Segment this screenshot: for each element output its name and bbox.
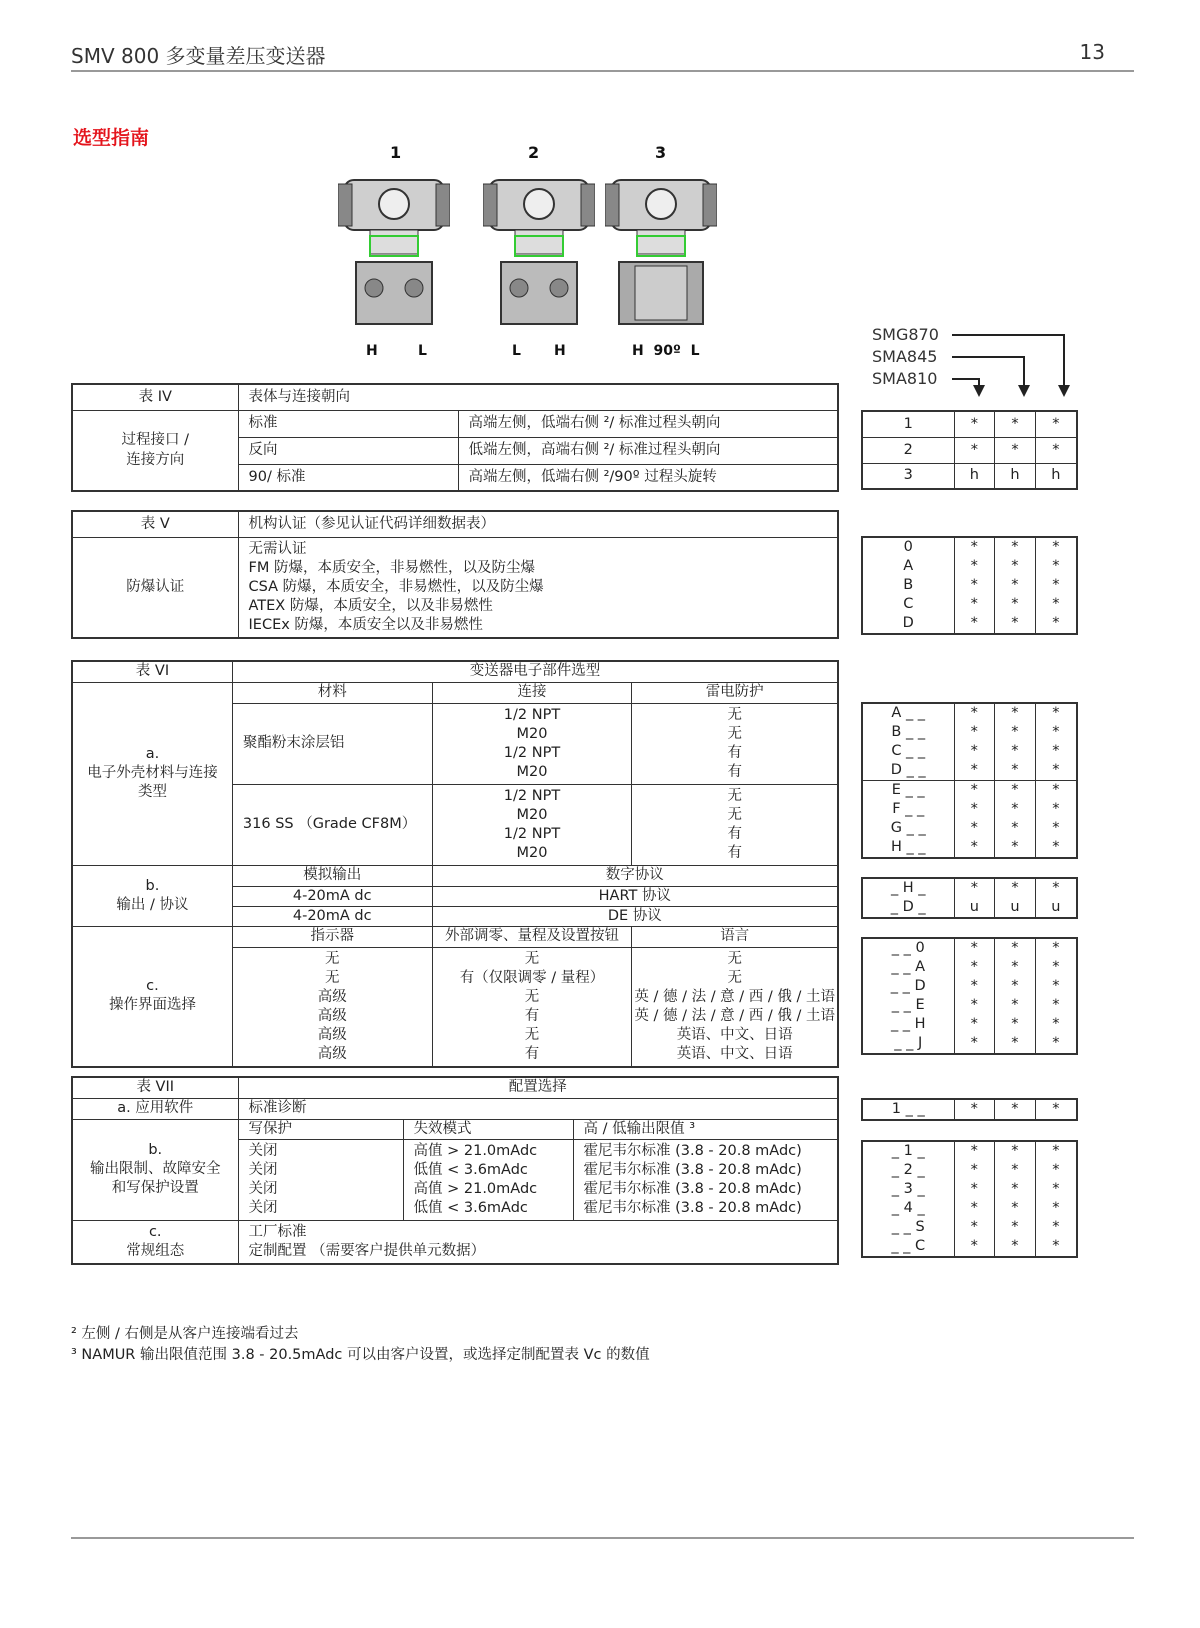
model-mark: * — [1052, 762, 1060, 778]
buttons-value: 无 — [524, 950, 540, 967]
figure-2-caption-right: H — [554, 343, 566, 359]
material-value: 聚酯粉末涂层铝 — [232, 703, 432, 784]
model-mark: * — [970, 959, 978, 975]
model-mark: * — [1011, 880, 1019, 896]
model-mark: * — [1011, 997, 1019, 1013]
model-mark: * — [1052, 705, 1060, 721]
analog-value: 4-20mA dc — [232, 906, 432, 926]
write-protect-value: 关闭 — [248, 1142, 278, 1159]
table-vi-a-codes — [861, 702, 1078, 859]
model-mark: * — [1052, 839, 1060, 855]
table-v — [71, 510, 839, 639]
model-mark: * — [1011, 1162, 1019, 1178]
table-v-desc: 机构认证（参见认证代码详细数据表） — [238, 511, 838, 537]
model-mark: * — [995, 437, 1036, 463]
indicator-value: 高级 — [317, 1045, 347, 1062]
model-mark: * — [1052, 880, 1060, 896]
model-mark: h — [954, 463, 995, 489]
model-mark: * — [970, 539, 978, 555]
model-mark: * — [1011, 615, 1019, 631]
model-mark: * — [970, 1162, 978, 1178]
connection-value: M20 — [516, 763, 548, 780]
model-mark: * — [1052, 820, 1060, 836]
language-value: 英 / 德 / 法 / 意 / 西 / 俄 / 土语 — [634, 988, 835, 1005]
model-label-sma845: SMA845 — [872, 347, 938, 366]
connection-value: M20 — [516, 806, 548, 823]
language-value: 英语、中文、日语 — [676, 1045, 793, 1062]
model-mark: * — [970, 596, 978, 612]
table-vi-b-label: b. 输出 / 协议 — [72, 865, 232, 926]
table-vi-a-label: a. 电子外壳材料与连接 类型 — [72, 682, 232, 865]
model-mark: * — [970, 1238, 978, 1254]
lightning-value: 有 — [727, 844, 742, 861]
option-code: A _ _ — [891, 705, 926, 721]
table-iv-title: 表 IV — [72, 384, 238, 410]
model-mark: * — [1052, 1035, 1060, 1051]
option-code: _ 4 _ — [891, 1200, 925, 1216]
option-code: _ H _ — [890, 880, 926, 896]
model-mark: * — [970, 820, 978, 836]
model-mark: * — [1011, 762, 1019, 778]
config-option: 定制配置 （需要客户提供单元数据） — [248, 1242, 486, 1259]
indicator-value: 无 — [325, 969, 340, 986]
footnote-3: ³ NAMUR 输出限值范围 3.8 - 20.5mAdc 可以由客户设置，或选择定制配置表 Vc 的数值 — [71, 1347, 650, 1363]
table-vii-title: 表 VII — [72, 1077, 238, 1098]
model-mark: h — [995, 463, 1036, 489]
lightning-value: 有 — [727, 763, 742, 780]
model-label-sma810: SMA810 — [872, 369, 938, 388]
model-mark: * — [1011, 539, 1019, 555]
option-code: C _ _ — [891, 743, 926, 759]
failsafe-value: 低值 < 3.6mAdc — [413, 1199, 528, 1216]
page-number: 13 — [1079, 40, 1105, 64]
option-code: D _ _ — [890, 762, 926, 778]
model-mark: * — [970, 1219, 978, 1235]
model-mark: * — [1011, 743, 1019, 759]
lightning-value: 无 — [727, 725, 742, 742]
digital-value: HART 协议 — [432, 886, 838, 906]
model-mark: * — [970, 1181, 978, 1197]
table-v-codes — [861, 536, 1078, 635]
table-iv-codes — [861, 410, 1078, 490]
config-option: 工厂标准 — [248, 1223, 307, 1240]
table-iv-option-detail: 高端左侧，低端右侧 ²/90º 过程头旋转 — [458, 464, 838, 491]
connection-value: 1/2 NPT — [503, 787, 561, 804]
model-mark: * — [1052, 978, 1060, 994]
language-value: 英语、中文、日语 — [676, 1026, 793, 1043]
table-vii-bc-codes — [861, 1140, 1078, 1258]
write-protect-value: 关闭 — [248, 1161, 278, 1178]
footnote-2: ² 左侧 / 右侧是从客户连接端看过去 — [71, 1326, 299, 1342]
failsafe-value: 高值 > 21.0mAdc — [413, 1142, 538, 1159]
table-vi-desc: 变送器电子部件选型 — [232, 661, 838, 682]
model-mark: * — [970, 1035, 978, 1051]
model-mark: * — [1011, 801, 1019, 817]
table-v-row-label: 防爆认证 — [72, 537, 238, 638]
figure-1-number: 1 — [390, 143, 402, 162]
model-mark: * — [1035, 1099, 1077, 1120]
option-code: 3 — [862, 463, 954, 489]
figure-3-caption: H 90º L — [632, 343, 700, 359]
option-code: 1 _ _ — [862, 1099, 954, 1120]
table-iv-option-name: 90/ 标准 — [238, 464, 458, 491]
option-code: _ _ C — [891, 1238, 926, 1254]
model-mark: * — [1052, 940, 1060, 956]
option-code: 1 — [862, 411, 954, 437]
option-code: _ _ A — [891, 959, 926, 975]
model-mark: * — [1011, 839, 1019, 855]
table-vi-title: 表 VI — [72, 661, 232, 682]
transmitter-standard-image — [338, 170, 450, 338]
table-vi-c-codes — [861, 937, 1078, 1055]
option-code: _ _ H — [890, 1016, 926, 1032]
table-v-title: 表 V — [72, 511, 238, 537]
model-mark: u — [1051, 899, 1061, 915]
model-mark: * — [1052, 1238, 1060, 1254]
model-mark: * — [1011, 1143, 1019, 1159]
model-mark: * — [1052, 801, 1060, 817]
lightning-value: 有 — [727, 825, 742, 842]
lightning-value: 无 — [727, 787, 742, 804]
table-vii-b-label: b. 输出限制、故障安全 和写保护设置 — [72, 1119, 238, 1220]
connection-value: M20 — [516, 725, 548, 742]
language-value: 英 / 德 / 法 / 意 / 西 / 俄 / 土语 — [634, 1007, 835, 1024]
col-failsafe: 失效模式 — [403, 1119, 573, 1139]
approval-option: CSA 防爆，本质安全，非易燃性，以及防尘爆 — [248, 578, 544, 595]
model-mark: * — [1011, 596, 1019, 612]
indicator-value: 高级 — [317, 988, 347, 1005]
model-mark: * — [1052, 577, 1060, 593]
col-material: 材料 — [232, 682, 432, 703]
buttons-value: 有 — [524, 1007, 540, 1024]
model-mark: * — [970, 997, 978, 1013]
model-mark: * — [970, 1016, 978, 1032]
option-code: 2 — [862, 437, 954, 463]
model-mark: * — [1035, 411, 1077, 437]
model-mark: * — [1052, 1181, 1060, 1197]
model-arrows — [950, 325, 1080, 405]
col-language: 语言 — [632, 926, 838, 947]
option-code: _ 3 _ — [891, 1181, 925, 1197]
model-mark: * — [1052, 615, 1060, 631]
model-mark: * — [1011, 959, 1019, 975]
model-mark: * — [1052, 1200, 1060, 1216]
option-code: _ _ E — [891, 997, 925, 1013]
table-vii-a-codes — [861, 1098, 1078, 1121]
lightning-value: 无 — [727, 806, 742, 823]
approval-option: IECEx 防爆，本质安全以及非易燃性 — [248, 616, 483, 633]
model-mark: * — [1052, 782, 1060, 798]
language-value: 无 — [727, 950, 742, 967]
indicator-value: 高级 — [317, 1007, 347, 1024]
connection-value: 1/2 NPT — [503, 744, 561, 761]
table-vi — [71, 660, 839, 1068]
col-lightning: 雷电防护 — [632, 682, 838, 703]
table-iv-option-detail: 高端左侧，低端右侧 ²/ 标准过程头朝向 — [458, 410, 838, 437]
model-mark: * — [1052, 1143, 1060, 1159]
failsafe-value: 低值 < 3.6mAdc — [413, 1161, 528, 1178]
model-mark: * — [1011, 820, 1019, 836]
table-vi-b-codes — [861, 877, 1078, 919]
model-mark: u — [969, 899, 979, 915]
table-iv-option-name: 标准 — [238, 410, 458, 437]
model-mark: * — [1052, 558, 1060, 574]
model-mark: * — [1052, 596, 1060, 612]
approval-option: FM 防爆，本质安全，非易燃性，以及防尘爆 — [248, 559, 535, 576]
option-code: _ _ S — [891, 1219, 925, 1235]
option-code: E _ _ — [891, 782, 925, 798]
analog-value: 4-20mA dc — [232, 886, 432, 906]
table-vi-c-label: c. 操作界面选择 — [72, 926, 232, 1067]
write-protect-value: 关闭 — [248, 1180, 278, 1197]
model-label-smg870: SMG870 — [872, 325, 939, 344]
model-mark: * — [1011, 1035, 1019, 1051]
approval-option: 无需认证 — [248, 540, 307, 557]
model-mark: * — [970, 762, 978, 778]
section-title: 选型指南 — [73, 127, 150, 149]
table-vii — [71, 1076, 839, 1265]
col-output-limit: 高 / 低输出限值 ³ — [573, 1119, 838, 1139]
option-code: C — [903, 596, 914, 612]
connection-value: M20 — [516, 844, 548, 861]
language-value: 无 — [727, 969, 742, 986]
transmitter-90deg-image — [605, 170, 717, 338]
document-title: SMV 800 多变量差压变送器 — [71, 44, 326, 68]
write-protect-value: 关闭 — [248, 1199, 278, 1216]
material-value: 316 SS （Grade CF8M） — [232, 784, 432, 865]
buttons-value: 无 — [524, 988, 540, 1005]
model-mark: * — [970, 1200, 978, 1216]
table-iv-option-detail: 低端左侧，高端右侧 ²/ 标准过程头朝向 — [458, 437, 838, 464]
model-mark: * — [970, 705, 978, 721]
table-vii-c-label: c. 常规组态 — [72, 1220, 238, 1264]
option-code: _ D _ — [890, 899, 926, 915]
option-code: G _ _ — [890, 820, 926, 836]
figure-2-caption-left: L — [512, 343, 521, 359]
table-vii-a-label: a. 应用软件 — [72, 1098, 238, 1119]
model-mark: * — [995, 411, 1036, 437]
option-code: H _ _ — [890, 839, 926, 855]
model-mark: h — [1035, 463, 1077, 489]
col-buttons: 外部调零、量程及设置按钮 — [432, 926, 632, 947]
model-mark: * — [1052, 724, 1060, 740]
model-mark: * — [1011, 1016, 1019, 1032]
model-mark: * — [1035, 437, 1077, 463]
model-mark: * — [1011, 1238, 1019, 1254]
model-mark: * — [1052, 1016, 1060, 1032]
model-mark: * — [970, 1143, 978, 1159]
connection-value: 1/2 NPT — [503, 825, 561, 842]
connection-value: 1/2 NPT — [503, 706, 561, 723]
model-mark: * — [954, 1099, 995, 1120]
model-mark: * — [970, 558, 978, 574]
lightning-value: 无 — [727, 706, 742, 723]
table-v-options — [238, 537, 838, 638]
option-code: _ _ J — [894, 1035, 923, 1051]
option-code: B _ _ — [891, 724, 926, 740]
digital-value: DE 协议 — [432, 906, 838, 926]
output-limit-value: 霍尼韦尔标准 (3.8 - 20.8 mAdc) — [583, 1180, 802, 1197]
model-mark: * — [1011, 940, 1019, 956]
output-limit-value: 霍尼韦尔标准 (3.8 - 20.8 mAdc) — [583, 1199, 802, 1216]
model-mark: * — [1011, 558, 1019, 574]
output-limit-value: 霍尼韦尔标准 (3.8 - 20.8 mAdc) — [583, 1161, 802, 1178]
col-write-protect: 写保护 — [238, 1119, 403, 1139]
model-mark: * — [970, 743, 978, 759]
failsafe-value: 高值 > 21.0mAdc — [413, 1180, 538, 1197]
model-mark: * — [1052, 743, 1060, 759]
model-mark: * — [995, 1099, 1036, 1120]
model-mark: * — [970, 577, 978, 593]
col-digital: 数字协议 — [432, 865, 838, 886]
model-mark: * — [970, 940, 978, 956]
option-code: F _ _ — [892, 801, 925, 817]
model-mark: * — [1011, 1200, 1019, 1216]
table-vii-desc: 配置选择 — [238, 1077, 838, 1098]
figure-1-caption-left: H — [366, 343, 378, 359]
model-mark: * — [954, 437, 995, 463]
buttons-value: 无 — [524, 1026, 540, 1043]
model-mark: * — [1052, 997, 1060, 1013]
footer-divider — [71, 1537, 1134, 1539]
figure-3-number: 3 — [655, 143, 667, 162]
lightning-value: 有 — [727, 744, 742, 761]
figure-1-caption-right: L — [418, 343, 427, 359]
model-mark: * — [970, 801, 978, 817]
model-mark: * — [1052, 1219, 1060, 1235]
model-mark: * — [1052, 539, 1060, 555]
option-code: A — [903, 558, 914, 574]
option-code: _ _ D — [890, 978, 926, 994]
model-mark: * — [1011, 705, 1019, 721]
indicator-value: 无 — [325, 950, 340, 967]
option-code: _ 1 _ — [891, 1143, 925, 1159]
software-value: 标准诊断 — [238, 1098, 838, 1119]
model-mark: * — [1011, 978, 1019, 994]
col-connection: 连接 — [432, 682, 632, 703]
model-mark: * — [1011, 577, 1019, 593]
table-iv-option-name: 反向 — [238, 437, 458, 464]
model-mark: * — [1011, 1181, 1019, 1197]
model-mark: u — [1010, 899, 1020, 915]
approval-option: ATEX 防爆，本质安全，以及非易燃性 — [248, 597, 493, 614]
model-mark: * — [1011, 724, 1019, 740]
model-mark: * — [970, 615, 978, 631]
model-mark: * — [970, 880, 978, 896]
model-mark: * — [970, 978, 978, 994]
table-iv-desc: 表体与连接朝向 — [238, 384, 838, 410]
col-indicator: 指示器 — [232, 926, 432, 947]
transmitter-reverse-image — [483, 170, 595, 338]
table-iv-row-label: 过程接口 / 连接方向 — [72, 410, 238, 491]
header-divider — [71, 70, 1134, 72]
option-code: _ 2 _ — [891, 1162, 925, 1178]
model-mark: * — [1011, 782, 1019, 798]
output-limit-value: 霍尼韦尔标准 (3.8 - 20.8 mAdc) — [583, 1142, 802, 1159]
model-mark: * — [970, 839, 978, 855]
buttons-value: 有（仅限调零 / 量程） — [459, 969, 605, 986]
figure-2-number: 2 — [528, 143, 540, 162]
model-mark: * — [970, 782, 978, 798]
model-mark: * — [1052, 1162, 1060, 1178]
option-code: _ _ 0 — [891, 940, 925, 956]
option-code: B — [903, 577, 914, 593]
col-analog: 模拟输出 — [232, 865, 432, 886]
model-mark: * — [970, 724, 978, 740]
model-mark: * — [954, 411, 995, 437]
indicator-value: 高级 — [317, 1026, 347, 1043]
model-mark: * — [1011, 1219, 1019, 1235]
option-code: D — [902, 615, 914, 631]
table-iv — [71, 383, 839, 492]
model-mark: * — [1052, 959, 1060, 975]
buttons-value: 有 — [524, 1045, 540, 1062]
option-code: 0 — [903, 539, 913, 555]
